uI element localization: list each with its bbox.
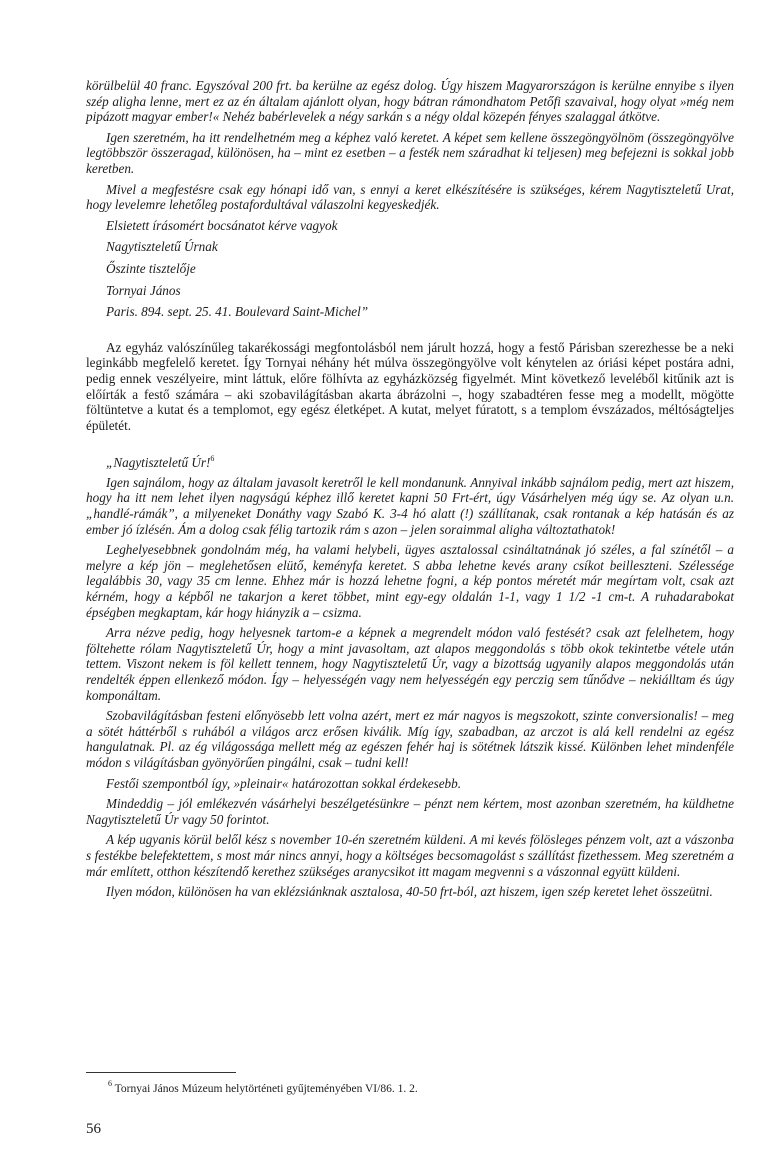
letter-paragraph: A kép ugyanis körül belől kész s november 10-én szeretném küldeni. A mi kevés fölösleges pénzem volt, azt a vászonba s festékbe belefektettem, s most már nincs annyi, hogy a költséges becsomagolást s szállítást fizethessem. Meg szeretném a már említett, otthon készítendő kerethez szükséges aranycsikot itt magam megvenni s a vászonnal együtt küldeni. — [86, 832, 734, 879]
footnote-divider — [86, 1072, 236, 1073]
letter-paragraph: körülbelül 40 franc. Egyszóval 200 frt. ba kerülne az egész dolog. Úgy hiszem Magyarországon is kerülne ennyibe s ilyen szép aligha lenne, mert ez az én általam ajánlott olyan, hogy bátran rámondhatom Petőfi szavaival, hogy olyat »még nem pipázott magyar ember!« Nehéz babérlevelek a négy sarkán s a négy oldal közepén fényes szalaggal átkötve. — [86, 78, 734, 125]
letter-paragraph: Igen szeretném, ha itt rendelhetném meg a képhez való keretet. A képet sem kellene összegöngyölnöm (összegöngyölve legtöbbször összeragad, különösen, ha – mint ez esetben – a festék nem száradhat ki teljesen) meg befejezni is sokkal jobb keretben. — [86, 129, 734, 176]
letter-paragraph: Festői szempontból így, »pleinair« határozottan sokkal érdekesebb. — [106, 775, 462, 791]
letter-excerpt-2 — [86, 455, 734, 899]
footnote — [108, 1079, 418, 1096]
footnote-marker: 6 — [210, 454, 215, 464]
footnote-text: Tornyai János Múzeum helytörténeti gyűjteményében VI/86. 1. 2. — [114, 1083, 418, 1095]
letter-paragraph: Mivel a megfestésre csak egy hónapi idő van, s ennyi a keret elkészítésére is szükséges, kérem Nagytiszteletű Urat, hogy levelemre lehetőleg postafordultával válaszolni kegyeskedjék. — [86, 181, 734, 213]
salutation-text: „Nagytiszteletű Úr! — [106, 455, 211, 471]
narrative-paragraph: Az egyház valószínűleg takarékossági megfontolásból nem járult hozzá, hogy a festő Párisban szerezhesse be a neki leginkább megfelelő keretet. Így Tornyai néhány hét múlva összegöngyölve volt kénytelen az óriási képet postára adni, pedig ennek veszélyeire, mint láttuk, előre fölhívta az egyházközség figyelmét. Mint következő leveléből kitűnik azt is előírták a festő számára – aki szobavilágításban akarta ábrázolni –, hogy szabadtéren fesse meg a modellt, mögötte föltüntetve a kutat és a templomot, egy egész életképet. A kutat, melyet fúratott, s a templom évszázados, méltóságteljes épületét. — [86, 339, 734, 433]
letter-paragraph: Leghelyesebbnek gondolnám még, ha valami helybeli, ügyes asztalossal csináltatnának jó széles, a fal színétől – a melyre a kép jön – meglehetősen elütő, keményfa keretet. S abba lehetne kevés arany csíkot beilleszteni. Szélessége legalábbis 30, vagy 35 cm lenne. Ehhez már is hozzá lehetne fogni, a kép pontos méretét már megírtam volt, csak azt kérném, hogy a képből ne takarjon a keret többet, mint egy-egy oldalán 1-1, vagy 1 1/2 -1 cm-t. A ruhadarabokat épségben megkaptam, kár hogy hiányzik a – csizma. — [86, 542, 734, 620]
closing-line: Elsietett írásomért bocsánatot kérve vagyok — [106, 217, 338, 233]
footnote-number: 6 — [108, 1079, 112, 1088]
letter-paragraph: Mindeddig – jól emlékezvén vásárhelyi beszélgetésünkre – pénzt nem kértem, most azonban szeretném, ha küldhetne Nagytiszteletű Úr vagy 50 forintot. — [86, 796, 734, 827]
letter-paragraph: Igen sajnálom, hogy az általam javasolt keretről le kell mondanunk. Annyival inkább sajnálom pedig, mert azt hiszem, hogy ha itt nem lehet ilyen nagyságú képhez illő keretet kapni 50 Frt-ért, úgy Vásárhelyen még úgy se. Az olyan u.n. „handlé-rámák”, a milyeneket Donáthy vagy Szabó K. 3-4 hó alatt (!) szállítanak, csak rontanak a kép hatásán és az ember jó ízlésén. Ám a dolog csak félig tartozik rám s azon – jelen soraimmal aligha változtathatok! — [86, 474, 734, 537]
letter-paragraph: Ilyen módon, különösen ha van eklézsiánknak asztalosa, 40-50 frt-ból, azt hiszem, igen szép keretet lehet összeütni. — [106, 884, 713, 900]
place-date-line: Paris. 894. sept. 25. 41. Boulevard Saint-Michel” — [106, 304, 369, 320]
letter-paragraph: Arra nézve pedig, hogy helyesnek tartom-e a képnek a megrendelt módon való festését? csak azt felelhetem, hogy föltehette rólam Nagytiszteletű Úr, hogy a mint javasoltam, azt alapos meggondolás s több okok tekintetbe vétele után tettem. Viszont nekem is föl kellett tennem, hogy Nagytiszteletű Úr, vagy a bizottság ugyanily alapos meggondolás után rendelték éppen ellenkező módon. Így – helyességén vagy nem helyességén egy perczig sem tűnődve – nekiálltam és úgy komponáltam. — [86, 625, 734, 703]
regards-line: Őszinte tisztelője — [106, 260, 196, 276]
addressee-line: Nagytiszteletű Úrnak — [106, 239, 218, 255]
letter-excerpt-1 — [86, 78, 734, 320]
page-number: 56 — [86, 1121, 101, 1137]
signature-name: Tornyai János — [106, 282, 181, 298]
letter-signature — [86, 218, 734, 320]
letter-salutation — [86, 455, 734, 471]
letter-paragraph: Szobavilágításban festeni előnyösebb lett volna azért, mert ez már nagyos is megszokott, szinte conversionalis! – meg a sötét háttérből s ruhából a világos arcz erősen kiválik. Míg így, szabadban, az arczot is alá kell rendelni az egész hangulatnak. Pl. az ég világossága mellett még az egészen fehér haj is sötétnek látszik kissé. Különben lehet mindenféle módon s világításban gyönyörűen pingálni, csak – tudni kell! — [86, 708, 734, 770]
page-body — [86, 78, 734, 900]
